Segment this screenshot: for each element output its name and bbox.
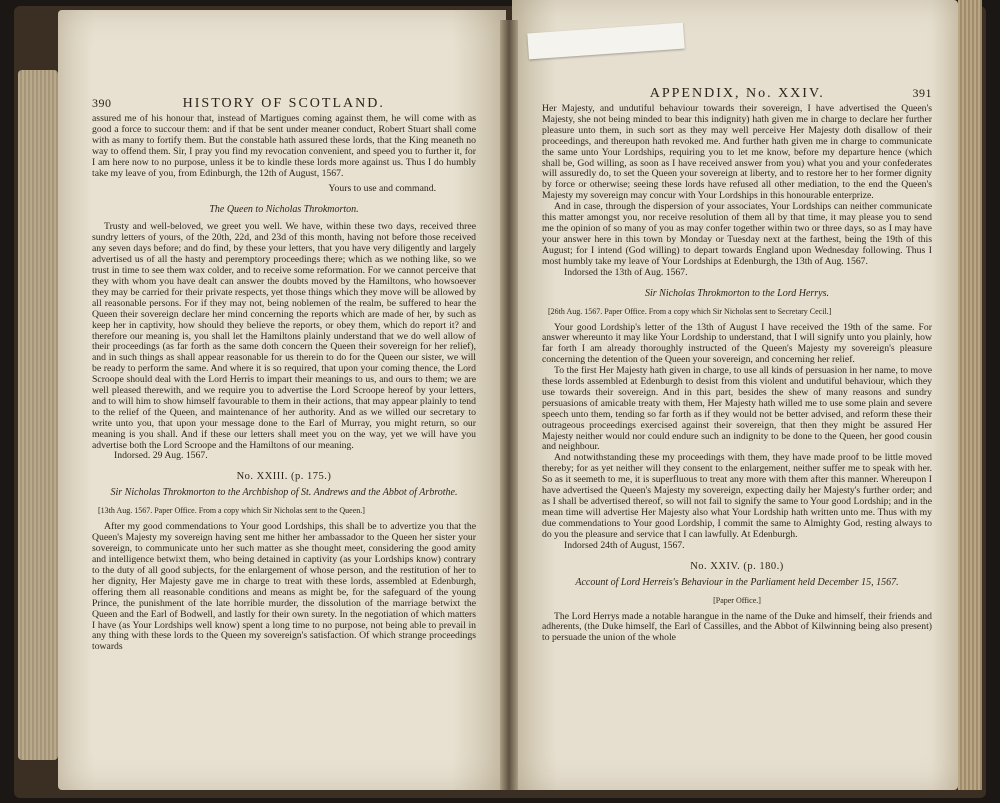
letter3-body-3: And notwithstanding these my proceedings with them, they have made proof to be little moved thereby; for as yet neither will they consent to the enlargement, neither suffer me to speak with her. So as it seemeth to me, it is superfluous to treat any more with them after this manner. Whereupon I have advertised the Queen's Majesty my sovereign, expecting daily her Majesty's further order; and as I shall be advertised thereof, so will not fail to signify the same to Your good Lordship; and in the mean time will advertise Her Majesty also what Your Lordship hath written unto me. Thus with my due commendations to Your good Lordship, I commit the same to Almighty God, resting always to do you the pleasure and service that I can lawfully. At Edenburgh. (542, 452, 932, 540)
section-xxiii-number: No. XXIII. (p. 175.) (236, 471, 332, 483)
left-page-number: 390 (92, 96, 112, 110)
letter3-heading: Sir Nicholas Throkmorton to the Lord Herrys. (645, 287, 829, 299)
book-gutter (500, 20, 518, 790)
right-paragraph-2: And in case, through the dispersion of your associates, Your Lordships can neither communicate this matter amongst you, nor receive resolution of them all by that time, it may please you to send me the opinion of so many of you as may confer together within two or three days, so as I may have your answer here in this town by Monday or Tuesday next at the farthest, being the 19th of this August; for I intend (God willing) to depart towards England upon Wednesday following. Thus I most humbly take my leave of Your Lordships at Edenburgh, the 13th of Aug. 1567. (542, 201, 932, 267)
right-page-edges (958, 0, 982, 790)
right-indorsed-2: Indorsed 24th of August, 1567. (564, 539, 685, 551)
right-indorsed-1: Indorsed the 13th of Aug. 1567. (564, 266, 688, 278)
left-continued-paragraph: assured me of his honour that, instead of Martigues coming against them, he will come with as good a force to succour them: and if that be sent under meaner conduct, Robert Stuart shall come with as many to fortify them. But the constable hath assured these lords, that the King meaneth no way to offend them. Sir, I pray you find my revocation convenient, and speed you to further it, for I am here now to no purpose, unless it be to kindle these lords more against us. Thus I do humbly take my leave of you, from Edinburgh, the 12th of August, 1567. (92, 113, 476, 179)
right-page-number: 391 (912, 86, 932, 100)
section-xxiv-body: The Lord Herrys made a notable harangue in the name of the Duke and himself, their friends and adherents, (the Duke himself, the Earl of Cassilles, and the Abbot of Kilwinning being also present) to persuade the union of the whole (542, 610, 932, 644)
right-continued-paragraph: Her Majesty, and undutiful behaviour towards their sovereign, I have advertised the Queen's Majesty, she not being minded to bear this indignity) hath given me in charge to declare her further pleasure unto them, in such sort as they may well perceive Her Majesty doth disallow of their proceedings, and thereupon hath revoked me. And further hath given me in charge to communicate the same unto Your Lordships, requiring you to let me know, before my departure hence (which shall be, God willing, as soon as I have received answer from you) what you and your confederates will assuredly do, to set the Queen your sovereign at liberty, and to restore her to her former dignity by force or otherwise; seeing these lords have refused all other mediation, to the end the Queen's Majesty my sovereign may concur with Your Lordships in this honourable enterprize. (542, 103, 932, 202)
section-xxiv-source: [Paper Office.] (713, 595, 761, 605)
letter1-body: Trusty and well-beloved, we greet you well. We have, within these two days, received three sundry letters of yours, of the 20th, 22d, and 23d of this month, having not before those received any seven days before; and do find, by these your letters, that you have very diligently and largely advertised us of all the hasty and peremptory proceedings there; which as we nothing like, so we trust in time to see them wax colder, and to receive some reformation. For we cannot perceive that they with whom you have dealt can answer the doubts moved by the Hamiltons, who howsoever they may be carried for their private respects, yet those things which they move will be allowed by all reasonable persons. For if they may not, being noblemen of the realm, be suffered to hear the Queen their sovereign declare her mind concerning the reports which are made of her, by such as keep her in captivity, how should they believe the reports, or obey them, which do report it? and therefore our meaning is, you shall let the Hamiltons plainly understand that we do well allow of their proceedings (as far forth as the same doth concern the Queen their sovereign for her relief), and in such things as shall appear reasonable for us therein to do for the Queen our sister, we will be ready to perform the same. And where it is so required, that upon your coming thence, the Lord Scroope should deal with the Lord Herris to impart their meanings to us, and ours to them; we are well pleased therewith, and we require you to advertise the Lord Scroope hereof by your letters, and to will him to show himself favourable to them in their actions, that may appear plainly to tend to the relief of the Queen, and maintenance of her authority. And as we willed our secretary to write unto you, that upon your message done to the Earl of Murray, you might return, so our meaning is you shall. And if these our letters shall meet you on the way, yet we will have you advertise both the Lord Scroope and the Hamiltons of our meaning. (92, 221, 476, 451)
letter1-heading: The Queen to Nicholas Throkmorton. (209, 204, 359, 216)
letter2-body: After my good commendations to Your good Lordships, this shall be to advertize you that the Queen's Majesty my sovereign having sent me hither her ambassador to the Queen her sister your sovereign, to communicate unto her such matter as she thought meet, considering the good amity and intelligence betwixt them, who being detained in captivity (as your Lordships know) contrary to the duty of all good subjects, for the enlargement of whose person, and the restitution of her to her dignity, Her Majesty gave me in charge to treat with these lords, assembled at Edenburgh, offering them all reasonable conditions and means as might be, for the safeguard of the young Prince, the punishment of the late horrible murder, the dissolution of the marriage betwixt the Queen and the Earl of Bodwell, and lastly for their own surety. In the negotiation of which matters I have (as Your Lordships well know) spent a long time to no purpose, not being able to prevail in any thing with these lords to the Queen my sovereign's satisfaction. Of which strange proceedings towards (92, 521, 476, 653)
left-running-title: HISTORY OF SCOTLAND. (182, 96, 385, 111)
left-page-edges (18, 70, 58, 760)
left-page (58, 10, 506, 790)
letter3-source: [26th Aug. 1567. Paper Office. From a copy which Sir Nicholas sent to Secretary Cecil.] (548, 306, 832, 316)
letter2-source: [13th Aug. 1567. Paper Office. From a copy which Sir Nicholas sent to the Queen.] (98, 506, 365, 516)
letter1-indorsed: Indorsed. 29 Aug. 1567. (114, 450, 208, 462)
right-page (512, 0, 958, 790)
letter3-body-2: To the first Her Majesty hath given in charge, to use all kinds of persuasion in her name, to move these lords assembled at Edenburgh to desist from this violent and undutiful behaviour, which they use towards their sovereign. And in this part, besides the shew of many reasons and sundry persuasions of amicable treaty with them, Her Majesty hath willed me to use some plain and severe speech unto them, tending so far forth as if they would not be better advised, and reform these their outrageous proceedings exercised against their sovereign, that then they might be assured Her Majesty neither would nor could endure such an indignity to be done to the Queen, her good cousin and neighbour. (542, 365, 932, 453)
right-running-head (542, 86, 932, 102)
letter2-heading: Sir Nicholas Throkmorton to the Archbishop of St. Andrews and the Abbot of Arbrothe. (110, 487, 458, 499)
letter3-body-1: Your good Lordship's letter of the 13th of August I have received the 19th of the same. For answer whereunto it may like Your Lordship to understand, that I will signify unto you plainly, how far forth I am already thoroughly instructed of the Queen's Majesty my sovereign's pleasure concerning the detention of the Queen your sovereign, and concerning her relief. (542, 321, 932, 366)
section-xxiv-heading: Account of Lord Herreis's Behaviour in the Parliament held December 15, 1567. (575, 576, 899, 588)
right-running-title: APPENDIX, No. XXIV. (649, 86, 825, 101)
left-running-head (92, 96, 476, 112)
left-signoff: Yours to use and command. (328, 183, 436, 195)
section-xxiv-number: No. XXIV. (p. 180.) (690, 560, 784, 572)
